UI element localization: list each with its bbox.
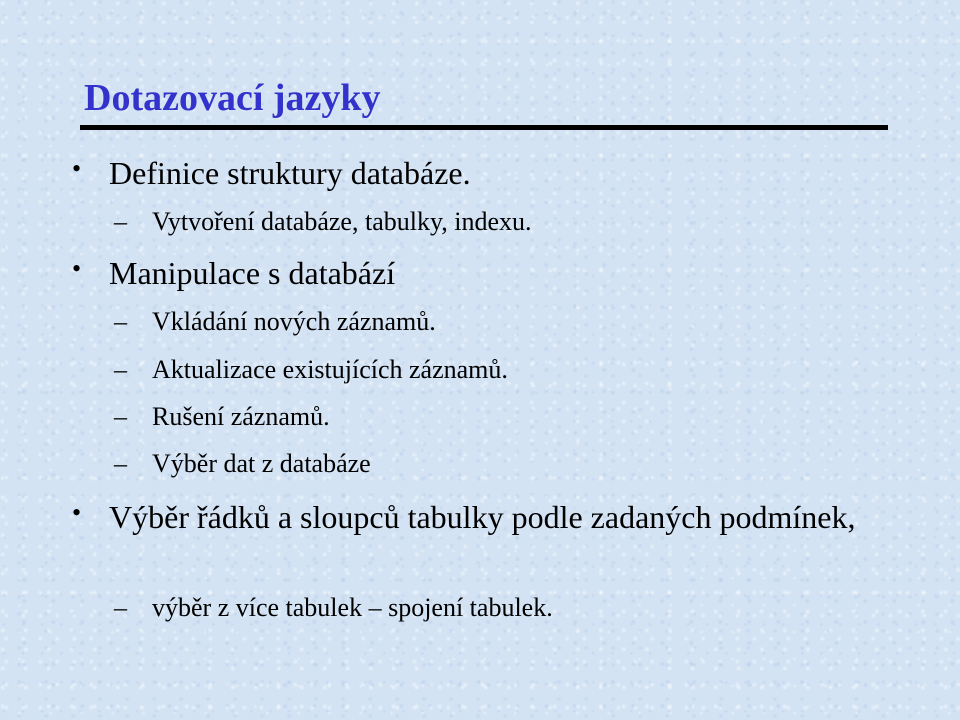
bullet-text: Definice struktury databáze. [109, 155, 471, 191]
bullet-marker: • [72, 498, 82, 527]
sub-bullet-text: Vkládání nových záznamů. [152, 307, 436, 336]
dash-marker: – [114, 449, 127, 478]
slide-title: Dotazovací jazyky [84, 77, 381, 119]
sub-bullet-text: výběr z více tabulek – spojení tabulek. [152, 593, 553, 622]
sub-bullet-text: Výběr dat z databáze [152, 449, 371, 478]
sub-bullet-text: Aktualizace existujících záznamů. [152, 355, 508, 384]
sub-bullet-text: Rušení záznamů. [152, 402, 330, 431]
dash-marker: – [114, 207, 127, 236]
sub-bullet-text: Vytvoření databáze, tabulky, indexu. [152, 207, 532, 236]
dash-marker: – [114, 402, 127, 431]
bullet-marker: • [72, 154, 82, 183]
bullet-text: Manipulace s databází [109, 255, 396, 291]
bullet-text: Výběr řádků a sloupců tabulky podle zadaných podmínek, [109, 499, 856, 535]
dash-marker: – [114, 307, 127, 336]
dash-marker: – [114, 593, 127, 622]
dash-marker: – [114, 355, 127, 384]
bullet-marker: • [72, 254, 82, 283]
title-underline [80, 125, 888, 130]
